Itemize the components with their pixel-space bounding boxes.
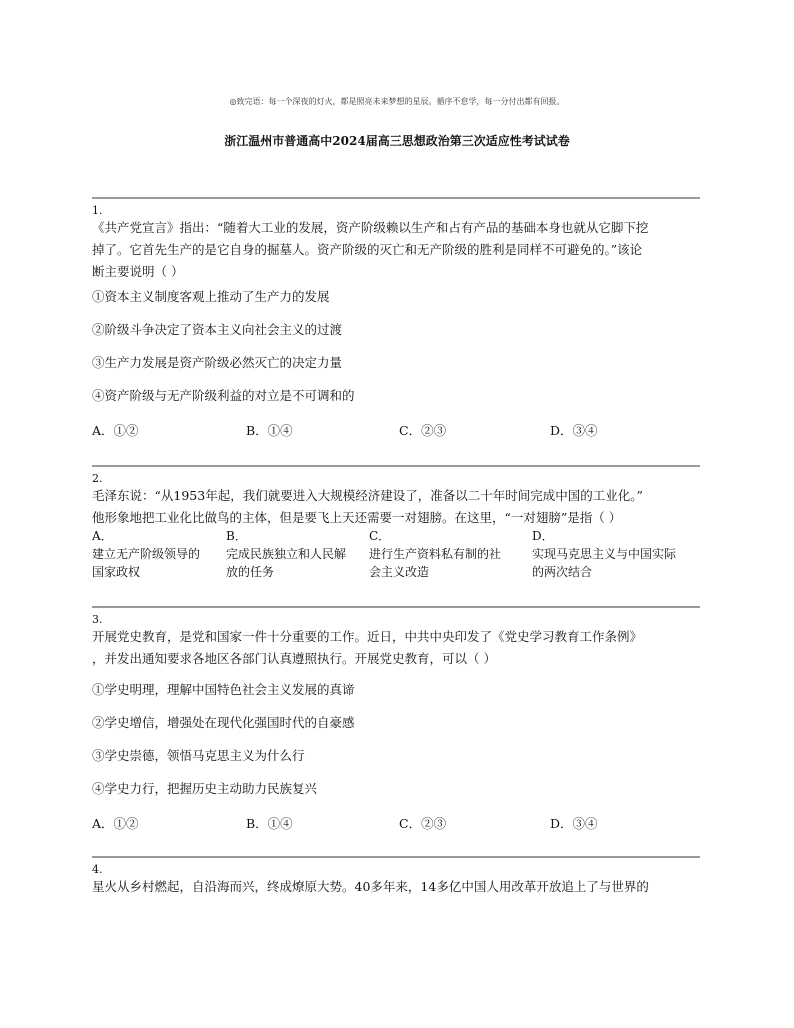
choice-letter: C．	[369, 529, 391, 543]
choice-text: 建立无产阶级领导的	[92, 547, 201, 561]
choice-letter: A．	[92, 529, 113, 543]
stem-line: ，并发出通知要求各地区各部门认真遵照执行。开展党史教育，可以（ ）	[92, 651, 496, 666]
divider	[92, 197, 700, 199]
choice-a[interactable]: A．①②	[92, 816, 139, 831]
choice-text: 实现马克思主义与中国实际	[532, 547, 677, 561]
question-number: 2.	[92, 472, 103, 485]
choice-c[interactable]: C．②③	[399, 816, 447, 831]
choice-text: 完成民族独立和人民解	[226, 547, 347, 561]
statement: ①学史明理，理解中国特色社会主义发展的真谛	[92, 682, 355, 697]
choice-b[interactable]: B．①④	[246, 423, 293, 438]
stem-line: 《共产党宣言》指出：“随着大工业的发展，资产阶级赖以生产和占有产品的基础本身也就从它脚下挖	[92, 220, 649, 235]
question-number: 3.	[92, 613, 103, 626]
choice-letter: B．	[226, 529, 247, 543]
question-stem	[92, 217, 700, 283]
statement: ④学史力行，把握历史主动助力民族复兴	[92, 781, 318, 796]
divider	[92, 606, 700, 608]
choice-d[interactable]: D．③④	[550, 423, 598, 438]
choice-text: 放的任务	[226, 565, 275, 579]
choice-b[interactable]	[226, 527, 366, 581]
divider	[92, 856, 700, 858]
question-2	[92, 465, 700, 579]
choice-c[interactable]	[369, 527, 525, 581]
statement: ②阶级斗争决定了资本主义向社会主义的过渡	[92, 322, 343, 337]
question-stem	[92, 876, 700, 898]
stem-line: 断主要说明（ ）	[92, 264, 184, 279]
question-1	[92, 197, 700, 438]
choice-c[interactable]: C．②③	[399, 423, 447, 438]
choice-a[interactable]	[92, 527, 224, 581]
stem-line: 他形象地把工业化比做鸟的主体，但是要飞上天还需要一对翅膀。在这里，“一对翅膀”是指（ ）	[92, 510, 622, 525]
question-3	[92, 606, 700, 831]
question-stem	[92, 626, 700, 670]
question-number: 1.	[92, 204, 103, 217]
motto: ◎致完语：每一个深夜的灯火，都是照亮未来梦想的星辰。循序不怠学，每一分付出都有回报。	[229, 97, 565, 106]
choice-text: 的两次结合	[532, 565, 593, 579]
choice-text: 会主义改造	[369, 565, 430, 579]
choice-d[interactable]	[532, 527, 700, 581]
statement: ②学史增信，增强处在现代化强国时代的自豪感	[92, 715, 355, 730]
statement: ④资产阶级与无产阶级利益的对立是不可调和的	[92, 388, 355, 403]
question-stem	[92, 485, 700, 529]
choice-letter: D．	[532, 529, 554, 543]
question-4	[92, 856, 700, 898]
choice-a[interactable]: A．①②	[92, 423, 139, 438]
stem-line: 开展党史教育，是党和国家一件十分重要的工作。近日，中共中央印发了《党史学习教育工作条例》	[92, 629, 643, 644]
statement: ③生产力发展是资产阶级必然灭亡的决定力量	[92, 355, 343, 370]
statement: ①资本主义制度客观上推动了生产力的发展	[92, 289, 330, 304]
statement: ③学史崇德，领悟马克思主义为什么行	[92, 748, 305, 763]
stem-line: 毛泽东说：“从1953年起，我们就要进入大规模经济建设了，准备以二十年时间完成中国的工业化。”	[92, 488, 643, 503]
divider	[92, 465, 700, 467]
choice-b[interactable]: B．①④	[246, 816, 293, 831]
stem-line: 掉了。它首先生产的是它自身的掘墓人。资产阶级的灭亡和无产阶级的胜利是同样不可避免的。”该论	[92, 242, 643, 257]
page-title: 浙江温州市普通高中2024届高三思想政治第三次适应性考试试卷	[224, 134, 570, 148]
question-number: 4.	[92, 863, 103, 876]
choice-d[interactable]: D．③④	[550, 816, 598, 831]
choice-text: 进行生产资料私有制的社	[369, 547, 502, 561]
stem-line: 星火从乡村燃起，自沿海而兴，终成燎原大势。40多年来，14多亿中国人用改革开放追上了与世界的	[92, 879, 649, 894]
choice-text: 国家政权	[92, 565, 141, 579]
